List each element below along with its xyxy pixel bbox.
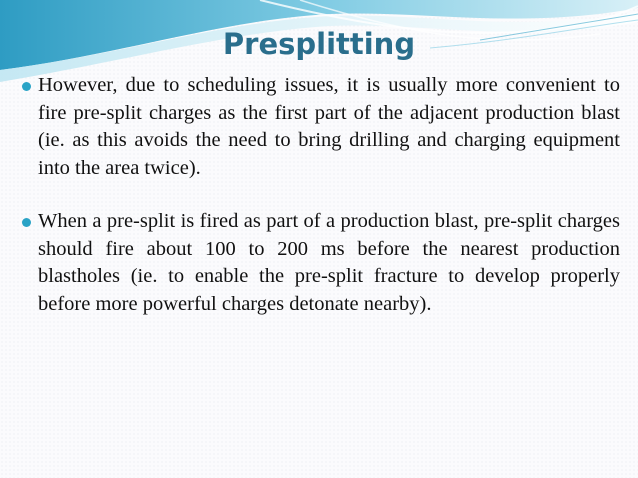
bullet-text: However, due to scheduling issues, it is usually more convenient to fire pre-split charges as the first part of the adjacent production blast (ie. as this avoids the need to bring drilling and charging equipment into the area twice). xyxy=(38,74,620,179)
slide-title: Presplitting xyxy=(222,27,416,61)
bullet-item xyxy=(22,208,620,318)
bullet-list xyxy=(22,72,620,318)
bullet-text: When a pre-split is fired as part of a production blast, pre-split charges should fire about 100 to 200 ms before the nearest production blastholes (ie. to enable the pre-split fracture to develop properly before more powerful charges detonate nearby). xyxy=(38,210,620,315)
bullet-item xyxy=(22,72,620,182)
bullet-dot-icon xyxy=(22,218,31,227)
bullet-dot-icon xyxy=(22,82,31,91)
